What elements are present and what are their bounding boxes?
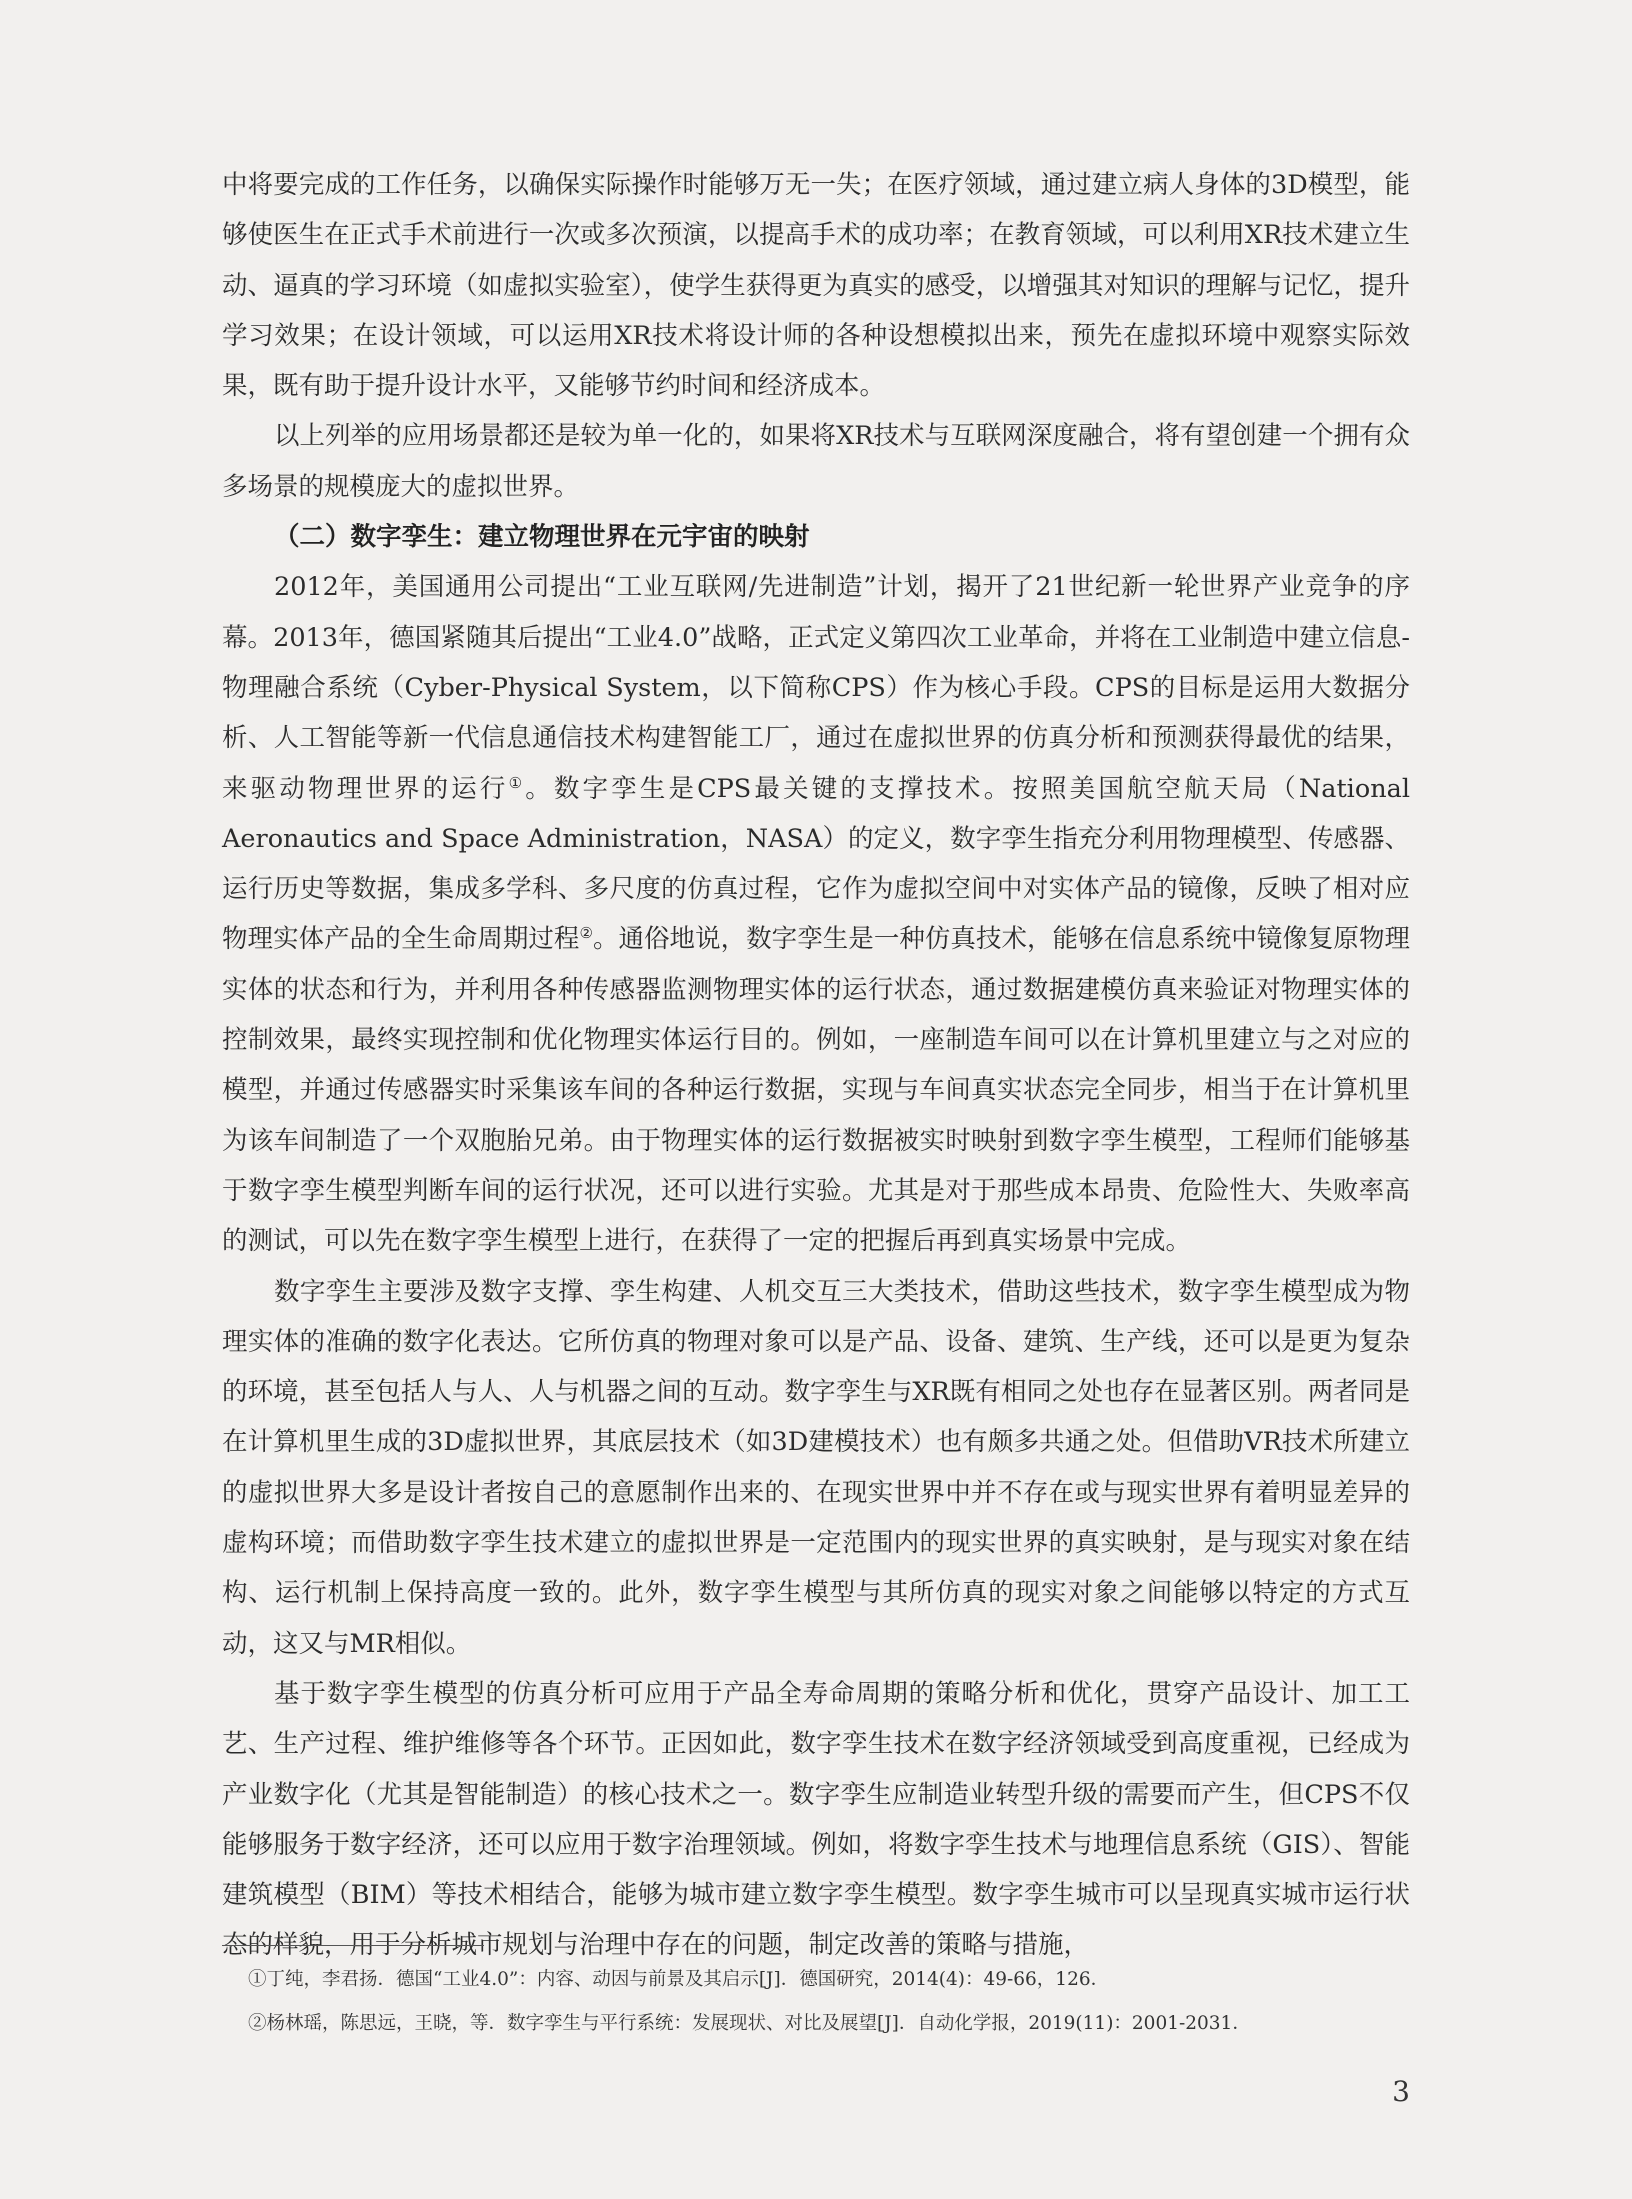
paragraph-text: 2012年，美国通用公司提出“工业互联网/先进制造”计划，揭开了21世纪新一轮世界产业竞争的序幕。2013年，德国紧随其后提出“工业4.0”战略，正式定义第四次工业革命，并将在工业制造中建立信息-物理融合系统（Cyber-Physical System，以下简称CPS）作为核心手段。CPS的目标是运用大数据分析、人工智能等新一代信息通信技术构建智能工厂，通过在虚拟世界的仿真分析和预测获得最优的结果，来驱动物理世界的运行 (222, 572, 1410, 804)
paragraph-xr-virtual-world: 以上列举的应用场景都还是较为单一化的，如果将XR技术与互联网深度融合，将有望创建一个拥有众多场景的规模庞大的虚拟世界。 (222, 421, 1410, 502)
paragraph-text: 。通俗地说，数字孪生是一种仿真技术，能够在信息系统中镜像复原物理实体的状态和行为，并利用各种传感器监测物理实体的运行状态，通过数据建模仿真来验证对物理实体的控制效果，最终实现控制和优化物理实体运行目的。例如，一座制造车间可以在计算机里建立与之对应的模型，并通过传感器实时采集该车间的各种运行数据，实现与车间真实状态完全同步，相当于在计算机里为该车间制造了一个双胞胎兄弟。由于物理实体的运行数据被实时映射到数字孪生模型，工程师们能够基于数字孪生模型判断车间的运行状况，还可以进行实验。尤其是对于那些成本昂贵、危险性大、失败率高的测试，可以先在数字孪生模型上进行，在获得了一定的把握后再到真实场景中完成。 (222, 924, 1410, 1257)
paragraph-digital-twin-applications: 基于数字孪生模型的仿真分析可应用于产品全寿命周期的策略分析和优化，贯穿产品设计、加工工艺、生产过程、维护维修等各个环节。正因如此，数字孪生技术在数字经济领域受到高度重视，已经成为产业数字化（尤其是智能制造）的核心技术之一。数字孪生应制造业转型升级的需要而产生，但CPS不仅能够服务于数字经济，还可以应用于数字治理领域。例如，将数字孪生技术与地理信息系统（GIS）、智能建筑模型（BIM）等技术相结合，能够为城市建立数字孪生模型。数字孪生城市可以呈现真实城市运行状态的样貌，用于分析城市规划与治理中存在的问题，制定改善的策略与措施， (222, 1678, 1410, 1961)
paragraph-cps-history (222, 562, 1410, 1266)
footnote-1: ①丁纯，李君扬．德国“工业4.0”：内容、动因与前景及其启示[J]．德国研究，2014(4)：49-66，126． (248, 1969, 1110, 1990)
paragraph-digital-twin-technologies: 数字孪生主要涉及数字支撑、孪生构建、人机交互三大类技术，借助这些技术，数字孪生模型成为物理实体的准确的数字化表达。它所仿真的物理对象可以是产品、设备、建筑、生产线，还可以是更为复杂的环境，甚至包括人与人、人与机器之间的互动。数字孪生与XR既有相同之处也存在显著区别。两者同是在计算机里生成的3D虚拟世界，其底层技术（如3D建模技术）也有颇多共通之处。但借助VR技术所建立的虚拟世界大多是设计者按自己的意愿制作出来的、在现实世界中并不存在或与现实世界有着明显差异的虚构环境；而借助数字孪生技术建立的虚拟世界是一定范围内的现实世界的真实映射，是与现实对象在结构、运行机制上保持高度一致的。此外，数字孪生模型与其所仿真的现实对象之间能够以特定的方式互动，这又与MR相似。 (222, 1276, 1410, 1659)
footnote-reference-2: ② (579, 924, 593, 943)
paragraph-text: 。数字孪生是CPS最关键的支撑技术。按照美国航空航天局（National Aeronautics and Space Administration，NASA）的定义，数字孪生指充分利用物理模型、传感器、运行历史等数据，集成多学科、多尺度的仿真过程，它作为虚拟空间中对实体产品的镜像，反映了相对应物理实体产品的全生命周期过程 (222, 773, 1410, 955)
page-number: 3 (1392, 2075, 1410, 2108)
footnote-divider (222, 1945, 484, 1946)
body-text (222, 160, 1410, 1971)
section-heading-digital-twin: （二）数字孪生：建立物理世界在元宇宙的映射 (274, 522, 810, 553)
footnote-reference-1: ① (508, 773, 526, 792)
paragraph-xr-applications: 中将要完成的工作任务，以确保实际操作时能够万无一失；在医疗领域，通过建立病人身体的3D模型，能够使医生在正式手术前进行一次或多次预演，以提高手术的成功率；在教育领域，可以利用XR技术建立生动、逼真的学习环境（如虚拟实验室），使学生获得更为真实的感受，以增强其对知识的理解与记忆，提升学习效果；在设计领域，可以运用XR技术将设计师的各种设想模拟出来，预先在虚拟环境中观察实际效果，既有助于提升设计水平，又能够节约时间和经济成本。 (222, 170, 1410, 402)
footnote-2: ②杨林瑶，陈思远，王晓，等．数字孪生与平行系统：发展现状、对比及展望[J]．自动化学报，2019(11)：2001-2031． (248, 2013, 1251, 2034)
footnotes (222, 1958, 1410, 2046)
